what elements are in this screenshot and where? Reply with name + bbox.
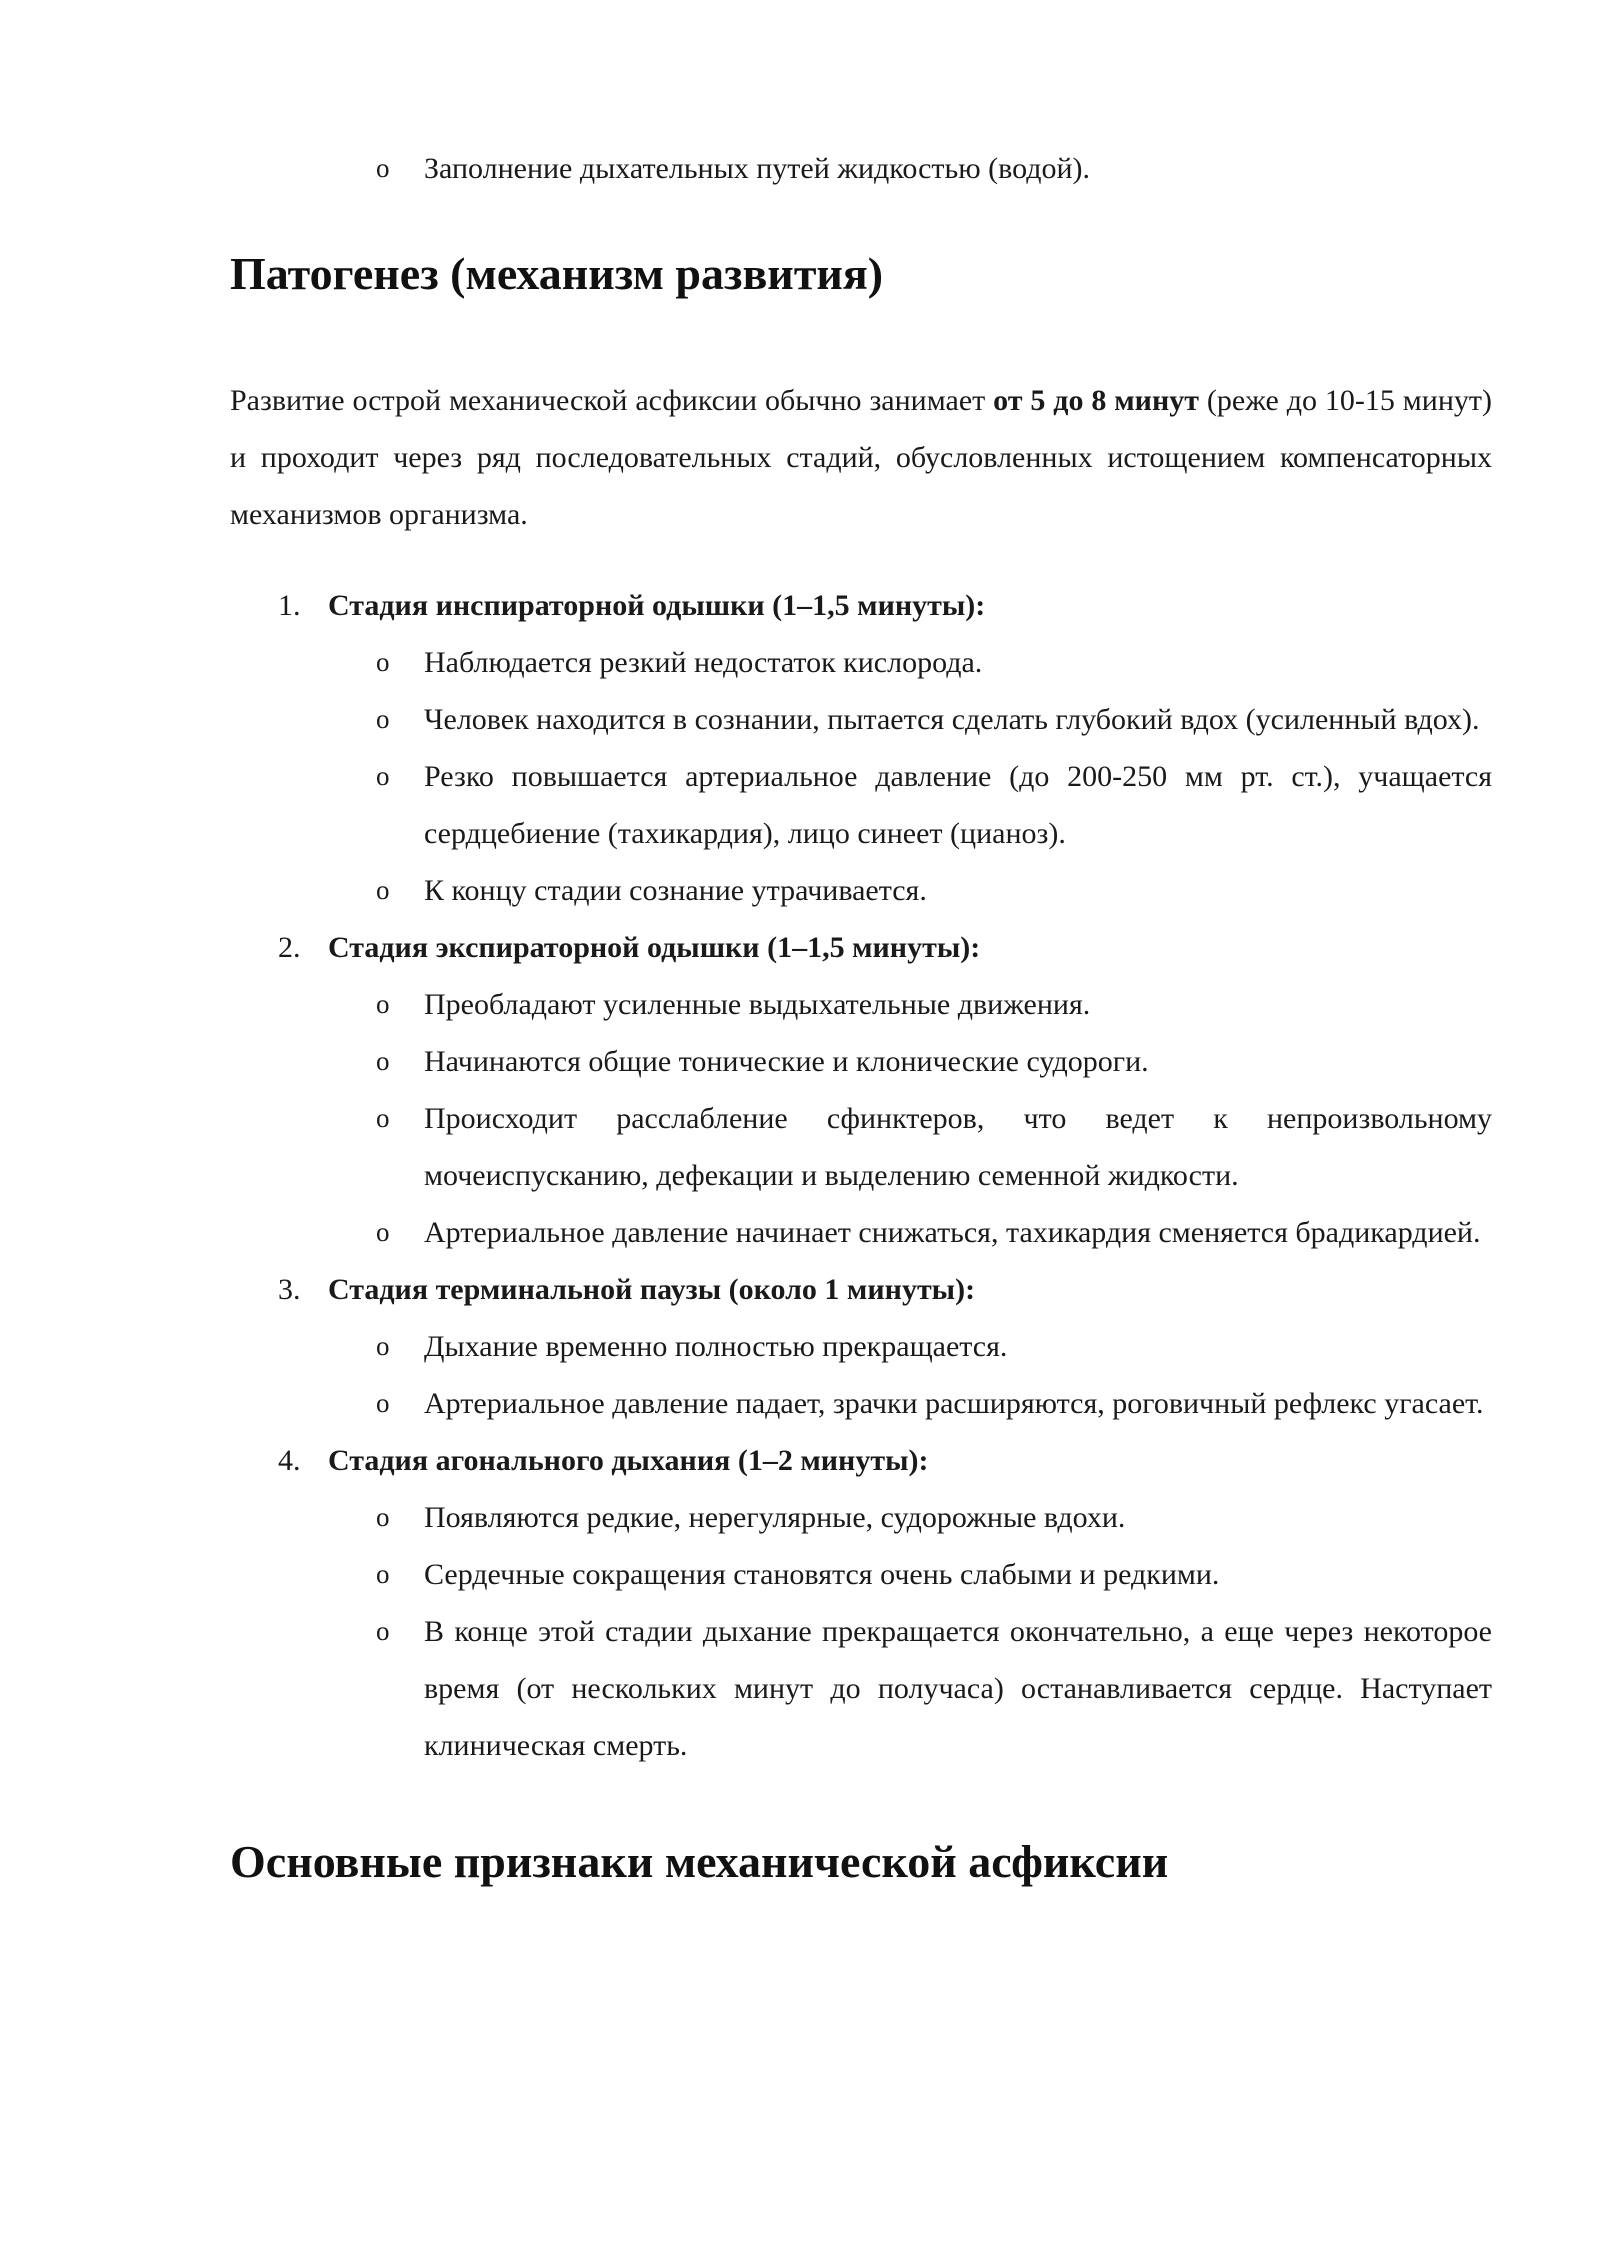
list-item: [230, 1489, 1492, 1546]
list-item-text: Дыхание временно полностью прекращается.: [424, 1330, 1008, 1363]
stage-number: 2.: [278, 931, 301, 964]
stage-title-text: Стадия инспираторной одышки (1–1,5 минуты):: [328, 589, 986, 622]
bullet-marker: o: [376, 989, 390, 1019]
list-item: [230, 976, 1492, 1033]
list-item: [230, 1546, 1492, 1603]
list-item-text: Сердечные сокращения становятся очень слабыми и редкими.: [424, 1558, 1220, 1591]
list-item: [230, 1318, 1492, 1375]
list-item: [230, 1603, 1492, 1774]
stage-number: 3.: [278, 1273, 301, 1306]
document-page: [230, 140, 1492, 1892]
bullet-marker: o: [376, 647, 390, 677]
list-item-text: Преобладают усиленные выдыхательные движения.: [424, 988, 1091, 1021]
list-item: [230, 1090, 1492, 1204]
bullet-marker: o: [376, 1616, 390, 1646]
list-item-text: Артериальное давление падает, зрачки расширяются, роговичный рефлекс угасает.: [424, 1387, 1484, 1420]
list-item-text: Резко повышается артериальное давление (до 200-250 мм рт. ст.), учащается сердцебиение (тахикардия), лицо синеет (цианоз).: [424, 760, 1492, 850]
stage-title: [230, 1261, 1492, 1318]
list-item-text: Человек находится в сознании, пытается сделать глубокий вдох (усиленный вдох).: [424, 703, 1480, 736]
intro-text-part1: Развитие острой механической асфиксии обычно занимает: [230, 384, 994, 417]
list-item: [230, 862, 1492, 919]
stage-title: [230, 1432, 1492, 1489]
list-item-text: Заполнение дыхательных путей жидкостью (водой).: [424, 152, 1091, 185]
stage-title-text: Стадия агонального дыхания (1–2 минуты):: [328, 1444, 929, 1477]
list-item-text: Артериальное давление начинает снижаться, тахикардия сменяется брадикардией.: [424, 1216, 1481, 1249]
stage-bullets: [230, 976, 1492, 1261]
stage-title-text: Стадия экспираторной одышки (1–1,5 минуты):: [328, 931, 981, 964]
list-item: [230, 1204, 1492, 1261]
list-item-text: К концу стадии сознание утрачивается.: [424, 874, 927, 907]
list-item-text: Начинаются общие тонические и клонические судороги.: [424, 1045, 1149, 1078]
list-item: [230, 748, 1492, 862]
bullet-marker: o: [376, 875, 390, 905]
stage-number: 1.: [278, 589, 301, 622]
list-item-text: В конце этой стадии дыхание прекращается окончательно, а еще через некоторое время (от нескольких минут до получаса) останавливается сердце. Наступает клиническая смерть.: [424, 1615, 1492, 1762]
bullet-marker: o: [376, 153, 390, 183]
stage-title: [230, 919, 1492, 976]
stage-title: [230, 577, 1492, 634]
bullet-marker: o: [376, 761, 390, 791]
stage-bullets: [230, 1489, 1492, 1774]
list-item: [230, 1375, 1492, 1432]
list-item: [230, 691, 1492, 748]
list-item: [230, 140, 1492, 197]
stage-bullets: [230, 634, 1492, 919]
bullet-marker: o: [376, 1217, 390, 1247]
bullet-marker: o: [376, 1388, 390, 1418]
section-heading-signs: Основные признаки механической асфиксии: [230, 1836, 1169, 1887]
list-item: [230, 1033, 1492, 1090]
list-item-text: Появляются редкие, нерегулярные, судорожные вдохи.: [424, 1501, 1126, 1534]
intro-text-part2: (реже до 10-15 минут) и проходит через ряд последовательных стадий, обусловленных истощением компенсаторных механизмов организма.: [230, 384, 1492, 531]
list-item: [230, 634, 1492, 691]
bullet-marker: o: [376, 704, 390, 734]
stages-list: [230, 577, 1492, 1774]
section-heading-pathogenesis: Патогенез (механизм развития): [230, 248, 884, 299]
stage-title-text: Стадия терминальной паузы (около 1 минуты):: [328, 1273, 976, 1306]
intro-paragraph: [230, 372, 1492, 543]
intro-bold-duration: от 5 до 8 минут: [993, 384, 1199, 417]
bullet-marker: o: [376, 1331, 390, 1361]
bullet-marker: o: [376, 1103, 390, 1133]
stage-number: 4.: [278, 1444, 301, 1477]
bullet-marker: o: [376, 1502, 390, 1532]
stage-bullets: [230, 1318, 1492, 1432]
list-item-text: Происходит расслабление сфинктеров, что ведет к непроизвольному мочеиспусканию, дефекации и выделению семенной жидкости.: [424, 1102, 1492, 1192]
list-item-text: Наблюдается резкий недостаток кислорода.: [424, 646, 983, 679]
bullet-marker: o: [376, 1559, 390, 1589]
bullet-marker: o: [376, 1046, 390, 1076]
